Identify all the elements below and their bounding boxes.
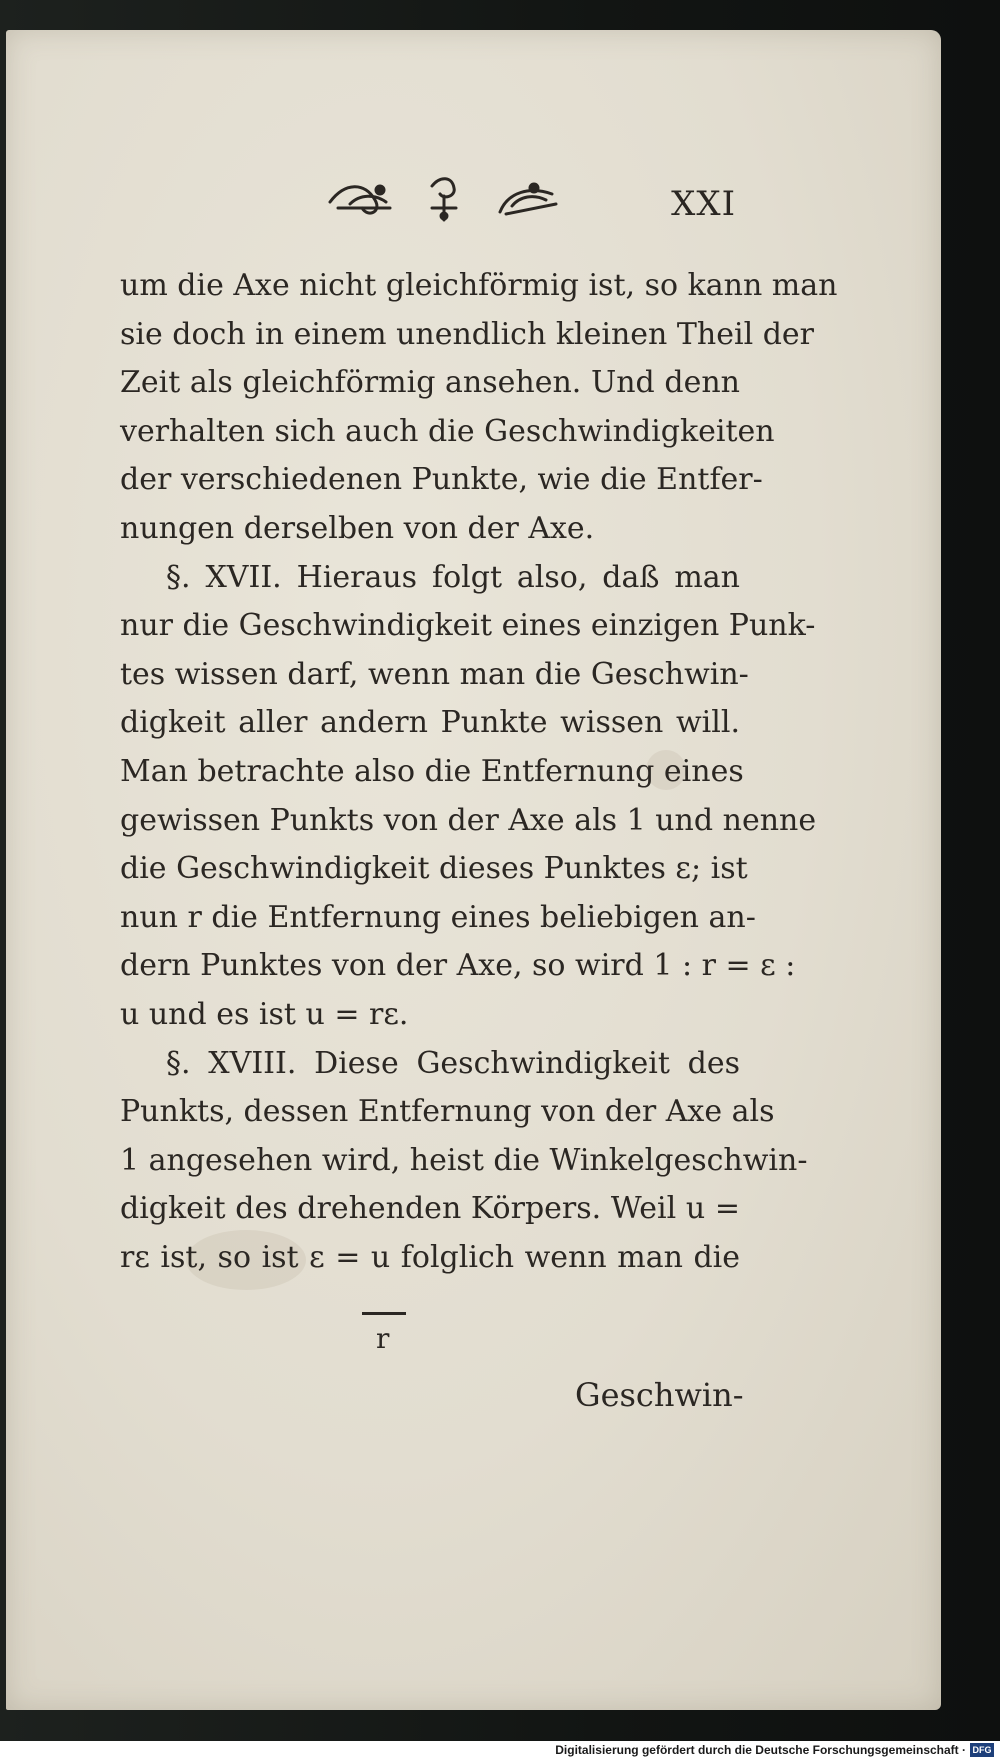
fraction-denominator: r	[376, 1322, 390, 1355]
text-line: digkeit aller andern Punkte wissen will.	[120, 705, 740, 741]
text-line: dern Punktes von der Axe, so wird 1 : r = ɛ :	[120, 948, 796, 984]
text-line: die Geschwindigkeit dieses Punktes ɛ; ist	[120, 851, 748, 887]
footer-credit: Digitalisierung gefördert durch die Deutsche Forschungsgemeinschaft ·	[555, 1743, 966, 1757]
text-line: nun r die Entfernung eines beliebigen an-	[120, 899, 756, 935]
page-number: XXI	[671, 184, 736, 224]
catchword: Geschwin-	[575, 1376, 744, 1414]
text-line: gewissen Punkts von der Axe als 1 und nenne	[120, 802, 817, 838]
text-line: digkeit des drehenden Körpers. Weil u =	[120, 1191, 740, 1227]
text-line: nungen derselben von der Axe.	[120, 510, 595, 546]
text-line: tes wissen darf, wenn man die Geschwin-	[120, 656, 749, 692]
text-line: rɛ ist, so ist ɛ = u folglich wenn man die	[120, 1239, 740, 1275]
fraction-bar	[362, 1312, 406, 1315]
dfg-logo-icon: DFG	[970, 1743, 994, 1757]
text-line: u und es ist u = rɛ.	[120, 996, 409, 1032]
text-line: verhalten sich auch die Geschwindigkeiten	[120, 413, 775, 449]
text-line: Zeit als gleichförmig ansehen. Und denn	[120, 365, 740, 401]
text-line: um die Axe nicht gleichförmig ist, so kann man	[120, 268, 838, 303]
text-line: nur die Geschwindigkeit eines einzigen Punk-	[120, 608, 816, 644]
text-line: sie doch in einem unendlich kleinen Theil der	[120, 316, 814, 352]
text-line: Punkts, dessen Entfernung von der Axe als	[120, 1094, 775, 1130]
page-header	[120, 172, 740, 242]
section-heading-line: §. XVII. Hieraus folgt also, daß man	[166, 559, 740, 595]
printers-ornament-icon	[320, 172, 570, 228]
text-line: Man betrachte also die Entfernung eines	[120, 753, 744, 789]
text-line: 1 angesehen wird, heist die Winkelgeschwin-	[120, 1142, 808, 1178]
body-text	[120, 262, 838, 1282]
text-line: der verschiedenen Punkte, wie die Entfer-	[120, 462, 763, 498]
section-heading-line: §. XVIII. Diese Geschwindigkeit des	[166, 1045, 740, 1081]
